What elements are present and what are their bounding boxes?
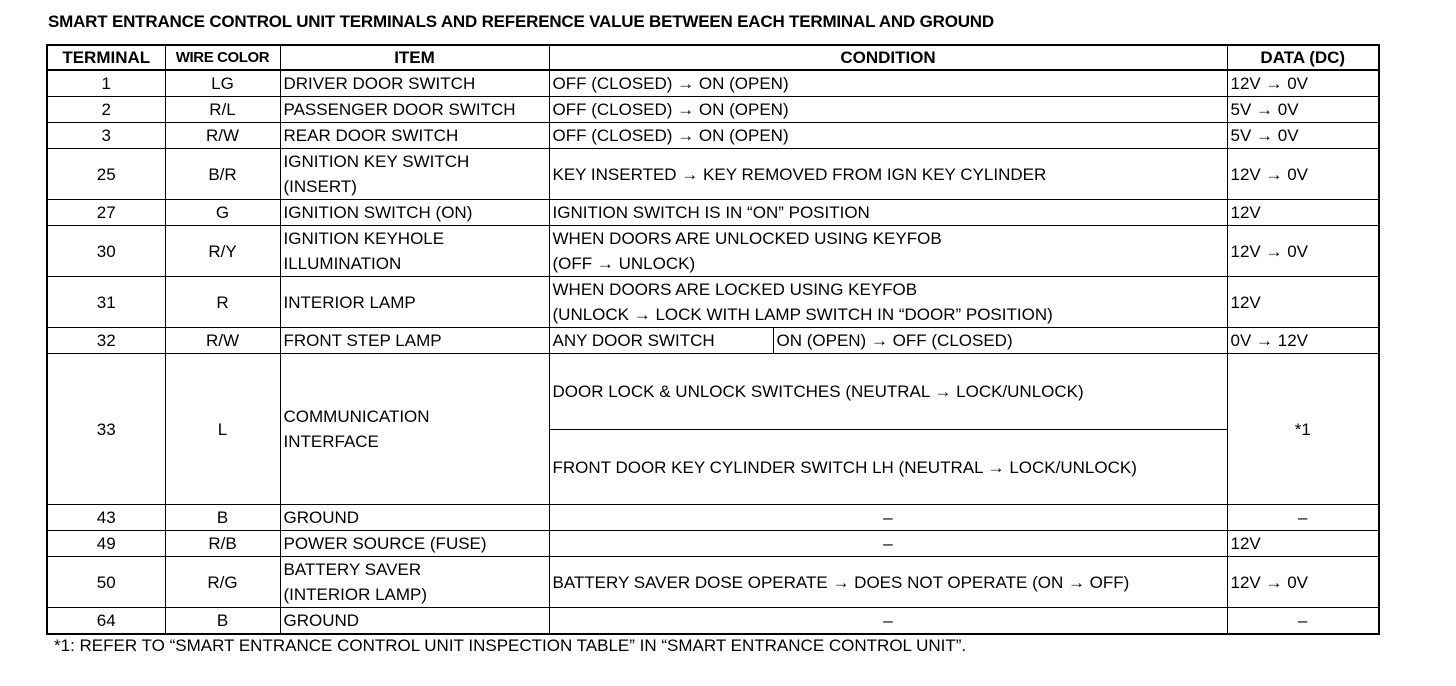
page-title: SMART ENTRANCE CONTROL UNIT TERMINALS AND REFERENCE VALUE BETWEEN EACH TERMINAL AND GROUND: [48, 12, 994, 31]
terminal-cell: 32: [47, 328, 165, 354]
cell-line: POWER SOURCE (FUSE): [283, 534, 487, 553]
cell-line: REAR DOOR SWITCH: [283, 126, 459, 145]
cell-line: COMMUNICATION: [283, 407, 430, 426]
table-row: [47, 505, 1379, 531]
item-cell: [280, 97, 549, 123]
cell-line: (INTERIOR LAMP): [283, 585, 428, 604]
terminal-cell: 25: [47, 149, 165, 200]
wire-color-cell: B/R: [165, 149, 280, 200]
condition-cell: [549, 123, 1227, 149]
condition-cell: –: [549, 608, 1227, 635]
condition-cell: [549, 97, 1227, 123]
wire-color-cell: L: [165, 354, 280, 505]
data-cell: *1: [1227, 354, 1379, 505]
condition-cell-switch: ANY DOOR SWITCH: [549, 328, 773, 354]
cell-line: IGNITION KEY SWITCH: [283, 152, 470, 171]
terminal-cell: 2: [47, 97, 165, 123]
condition-cell-state: ON (OPEN) → OFF (CLOSED): [773, 328, 1227, 354]
item-cell: [280, 505, 549, 531]
item-cell: [280, 123, 549, 149]
table-row: [47, 354, 1379, 430]
footnote: *1: REFER TO “SMART ENTRANCE CONTROL UNIT INSPECTION TABLE” IN “SMART ENTRANCE CONTROL UNIT”.: [54, 636, 967, 655]
table-row: [47, 608, 1379, 635]
data-cell: 12V: [1227, 277, 1379, 328]
header-wire-color: WIRE COLOR: [165, 45, 280, 70]
cell-line: (INSERT): [283, 177, 357, 196]
cell-line: (UNLOCK → LOCK WITH LAMP SWITCH IN “DOOR” POSITION): [552, 305, 1053, 324]
table-row: [47, 149, 1379, 200]
condition-cell: [549, 277, 1227, 328]
data-cell: –: [1227, 608, 1379, 635]
data-cell: 12V → 0V: [1227, 149, 1379, 200]
cell-line: OFF (CLOSED) → ON (OPEN): [552, 100, 789, 119]
condition-cell: [549, 200, 1227, 226]
terminal-cell: 64: [47, 608, 165, 635]
wire-color-cell: LG: [165, 70, 280, 97]
header-condition: CONDITION: [549, 45, 1227, 70]
data-cell: –: [1227, 505, 1379, 531]
item-cell: [280, 557, 549, 608]
terminal-reference-table: [46, 44, 1380, 635]
table-row: [47, 226, 1379, 277]
item-cell: [280, 608, 549, 635]
wire-color-cell: R/W: [165, 328, 280, 354]
terminal-cell: 33: [47, 354, 165, 505]
table-row: [47, 97, 1379, 123]
cell-line: IGNITION SWITCH (ON): [283, 203, 473, 222]
condition-cell: [549, 70, 1227, 97]
wire-color-cell: R/B: [165, 531, 280, 557]
header-data: DATA (DC): [1227, 45, 1379, 70]
data-cell: 12V: [1227, 531, 1379, 557]
wire-color-cell: R: [165, 277, 280, 328]
table-row: [47, 70, 1379, 97]
cell-line: PASSENGER DOOR SWITCH: [283, 100, 516, 119]
table-row: [47, 200, 1379, 226]
condition-cell: –: [549, 531, 1227, 557]
terminal-cell: 27: [47, 200, 165, 226]
wire-color-cell: R/W: [165, 123, 280, 149]
table-row: [47, 557, 1379, 608]
wire-color-cell: R/G: [165, 557, 280, 608]
item-cell: FRONT STEP LAMP: [280, 328, 549, 354]
terminal-cell: 31: [47, 277, 165, 328]
table-row: [47, 277, 1379, 328]
cell-line: GROUND: [283, 508, 360, 527]
data-cell: 12V → 0V: [1227, 557, 1379, 608]
terminal-cell: 30: [47, 226, 165, 277]
condition-cell: BATTERY SAVER DOSE OPERATE → DOES NOT OPERATE (ON → OFF): [549, 557, 1227, 608]
cell-line: INTERIOR LAMP: [283, 292, 416, 312]
item-cell: [280, 354, 549, 505]
cell-line: DRIVER DOOR SWITCH: [283, 74, 476, 93]
cell-line: OFF (CLOSED) → ON (OPEN): [552, 126, 789, 145]
terminal-cell: 49: [47, 531, 165, 557]
cell-line: (OFF → UNLOCK): [552, 254, 696, 273]
header-terminal: TERMINAL: [47, 45, 165, 70]
item-cell: [280, 200, 549, 226]
data-cell: 0V → 12V: [1227, 328, 1379, 354]
terminal-cell: 50: [47, 557, 165, 608]
cell-line: IGNITION KEYHOLE: [283, 229, 445, 248]
condition-cell: [549, 149, 1227, 200]
wire-color-cell: G: [165, 200, 280, 226]
data-cell: 12V → 0V: [1227, 70, 1379, 97]
data-cell: 12V: [1227, 200, 1379, 226]
data-cell: 12V → 0V: [1227, 226, 1379, 277]
item-cell: [280, 226, 549, 277]
terminal-cell: 43: [47, 505, 165, 531]
wire-color-cell: R/Y: [165, 226, 280, 277]
terminal-cell: 3: [47, 123, 165, 149]
cell-line: BATTERY SAVER: [283, 560, 422, 579]
cell-line: OFF (CLOSED) → ON (OPEN): [552, 74, 789, 93]
condition-cell: [549, 226, 1227, 277]
item-cell: [280, 149, 549, 200]
data-cell: 5V → 0V: [1227, 123, 1379, 149]
item-cell: [280, 277, 549, 328]
condition-cell: DOOR LOCK & UNLOCK SWITCHES (NEUTRAL → LOCK/UNLOCK): [549, 354, 1227, 430]
cell-line: KEY INSERTED → KEY REMOVED FROM IGN KEY CYLINDER: [552, 164, 1047, 184]
table-row: [47, 123, 1379, 149]
wire-color-cell: R/L: [165, 97, 280, 123]
item-cell: [280, 531, 549, 557]
header-item: ITEM: [280, 45, 549, 70]
wire-color-cell: B: [165, 608, 280, 635]
cell-line: IGNITION SWITCH IS IN “ON” POSITION: [552, 203, 870, 222]
cell-line: WHEN DOORS ARE UNLOCKED USING KEYFOB: [552, 229, 942, 248]
table-row: [47, 328, 1379, 354]
item-cell: [280, 70, 549, 97]
cell-line: ILLUMINATION: [283, 254, 402, 273]
cell-line: GROUND: [283, 611, 360, 630]
wire-color-cell: B: [165, 505, 280, 531]
cell-line: INTERFACE: [283, 432, 379, 451]
cell-line: WHEN DOORS ARE LOCKED USING KEYFOB: [552, 280, 918, 299]
table-row: [47, 531, 1379, 557]
data-cell: 5V → 0V: [1227, 97, 1379, 123]
condition-cell: FRONT DOOR KEY CYLINDER SWITCH LH (NEUTRAL → LOCK/UNLOCK): [549, 430, 1227, 505]
terminal-cell: 1: [47, 70, 165, 97]
table-header-row: [47, 45, 1379, 70]
condition-cell: –: [549, 505, 1227, 531]
